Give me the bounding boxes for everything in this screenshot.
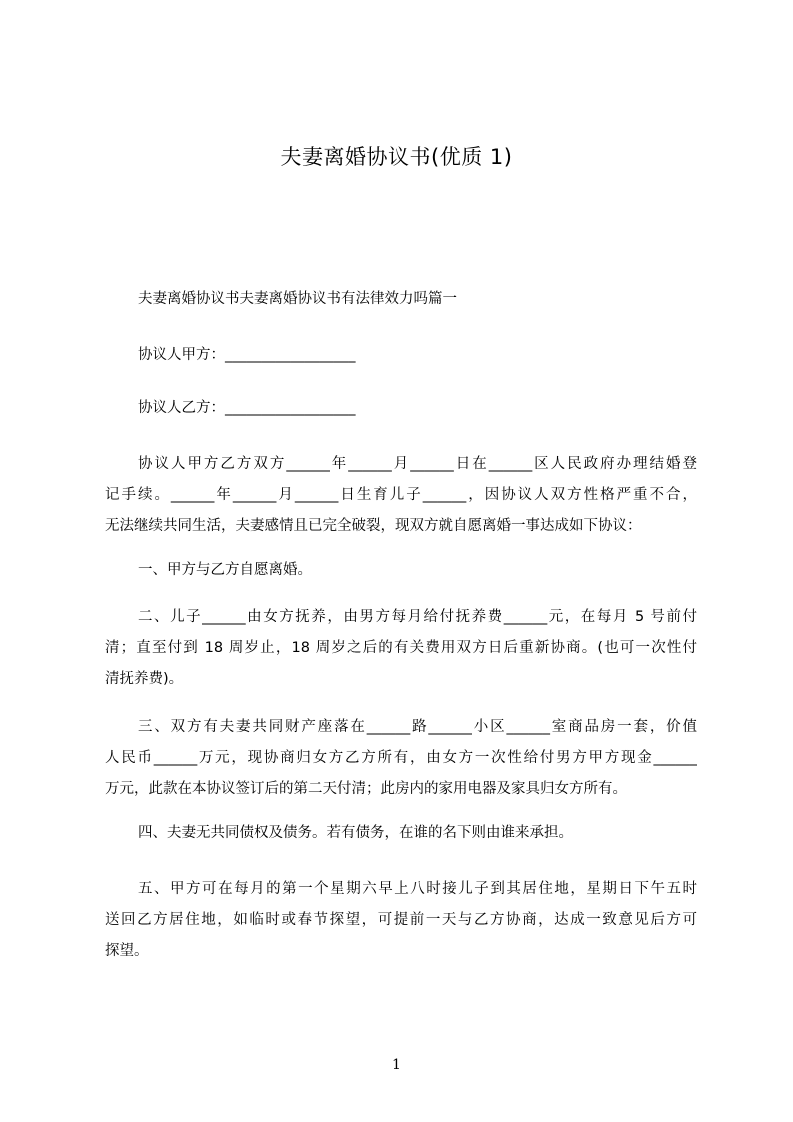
party-b-line: 协议人乙方：__________________ xyxy=(138,400,356,416)
paragraph-line: 协议人甲方乙方双方______年______月______日在______区人民政府办理结婚登 xyxy=(138,456,697,472)
paragraph-line: 人民币______万元，现协商归女方乙方所有，由女方一次性给付男方甲方现金______ xyxy=(105,750,697,766)
page-number: 1 xyxy=(392,1057,401,1073)
paragraph-line: 探望。 xyxy=(105,943,149,959)
paragraph-line: 无法继续共同生活，夫妻感情且已完全破裂，现双方就自愿离婚一事达成如下协议： xyxy=(105,518,642,534)
paragraph-line: 记手续。______年______月______日生育儿子______，因协议人双方性格严重不合， xyxy=(105,487,697,503)
intro-paragraph xyxy=(105,449,697,542)
paragraph-line: 五、甲方可在每月的第一个星期六早上八时接儿子到其居住地，星期日下午五时 xyxy=(138,881,697,897)
clause-2-paragraph xyxy=(105,602,697,695)
clause-4: 四、夫妻无共同债权及债务。若有债务，在谁的名下则由谁来承担。 xyxy=(138,825,573,841)
paragraph-line: 三、双方有夫妻共同财产座落在______路______小区______室商品房一套，价值 xyxy=(138,719,697,735)
document-title: 夫妻离婚协议书(优质 1) xyxy=(280,145,513,169)
paragraph-line: 清抚养费)。 xyxy=(105,671,184,687)
clause-1: 一、甲方与乙方自愿离婚。 xyxy=(138,562,312,578)
document-subtitle: 夫妻离婚协议书夫妻离婚协议书有法律效力吗篇一 xyxy=(138,291,457,307)
paragraph-line: 二、儿子______由女方抚养，由男方每月给付抚养费______元，在每月 5 号前付 xyxy=(138,609,697,625)
paragraph-line: 清；直至付到 18 周岁止，18 周岁之后的有关费用双方日后重新协商。(也可一次性付 xyxy=(105,640,697,656)
clause-5-paragraph xyxy=(105,874,697,967)
clause-3-paragraph xyxy=(105,712,697,805)
party-a-line: 协议人甲方：__________________ xyxy=(138,347,356,363)
paragraph-line: 万元，此款在本协议签订后的第二天付清；此房内的家用电器及家具归女方所有。 xyxy=(105,781,627,797)
paragraph-line: 送回乙方居住地，如临时或春节探望，可提前一天与乙方协商，达成一致意见后方可 xyxy=(105,912,697,928)
